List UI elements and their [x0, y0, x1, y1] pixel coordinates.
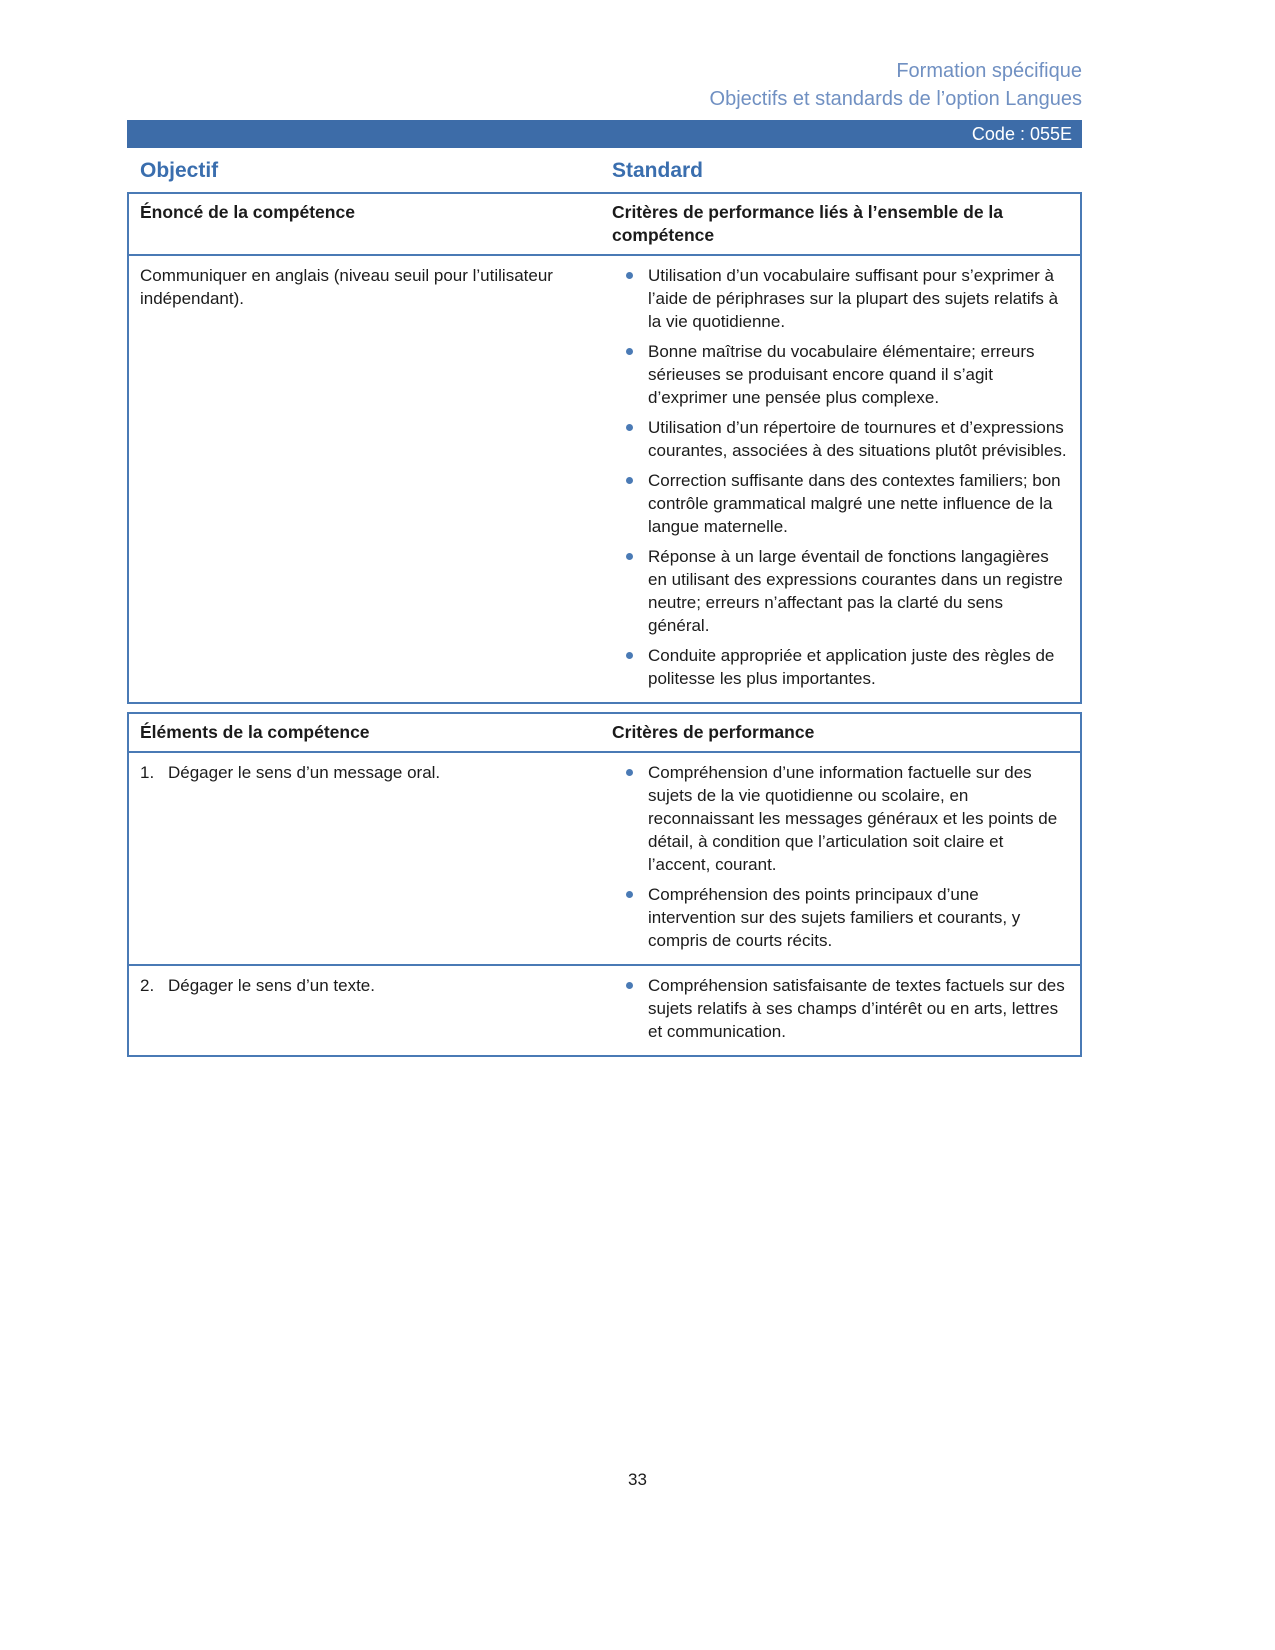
element-row-1 — [129, 751, 1080, 964]
bullet-icon — [612, 644, 648, 690]
item-text: Dégager le sens d’un texte. — [168, 976, 375, 995]
competence-statement: Communiquer en anglais (niveau seuil pour l’utilisateur indépendant). — [140, 266, 553, 308]
elements-table — [127, 712, 1082, 1057]
bullet-text: Compréhension d’une information factuelle sur des sujets de la vie quotidienne ou scolaire, en reconnaissant les messages généraux et les points de détail, à condition que l’articulation soit claire et l’accent, courant. — [648, 763, 1058, 874]
document-header — [127, 57, 1082, 113]
document-page — [127, 0, 1082, 1057]
list-item — [612, 974, 1068, 1043]
numbered-item — [140, 761, 572, 784]
header-line-1: Formation spécifique — [896, 60, 1082, 82]
bullet-text: Conduite appropriée et application juste des règles de politesse les plus importantes. — [648, 646, 1055, 688]
bullet-text: Utilisation d’un répertoire de tournures et d’expressions courantes, associées à des situations plutôt prévisibles. — [648, 418, 1067, 460]
numbered-item — [140, 974, 572, 997]
bullet-text: Utilisation d’un vocabulaire suffisant pour s’exprimer à l’aide de périphrases sur la plupart des sujets relatifs à la vie quotidienne. — [648, 266, 1059, 331]
competence-table — [127, 192, 1082, 704]
bullet-icon — [612, 545, 648, 637]
bullet-icon — [612, 974, 648, 1043]
elements-header: Éléments de la compétence — [140, 722, 370, 742]
list-item — [612, 469, 1068, 538]
item-number: 2. — [140, 976, 155, 995]
element-1-statement — [129, 753, 612, 964]
elements-table-header-row — [129, 714, 1080, 751]
bullet-icon — [612, 469, 648, 538]
element-1-criteria-list — [612, 753, 1080, 964]
list-item — [612, 883, 1068, 952]
list-item — [612, 545, 1068, 637]
bullet-text: Compréhension satisfaisante de textes factuels sur des sujets relatifs à ses champs d’intérêt ou en arts, lettres et communication. — [648, 976, 1065, 1041]
bullet-text: Correction suffisante dans des contextes familiers; bon contrôle grammatical malgré une nette influence de la langue maternelle. — [648, 471, 1061, 536]
competence-table-body-row — [129, 254, 1080, 702]
bullet-text: Réponse à un large éventail de fonctions langagières en utilisant des expressions courantes dans un registre neutre; erreurs n’affectant pas la clarté du sens général. — [648, 547, 1063, 635]
bullet-icon — [612, 761, 648, 876]
column-titles — [127, 159, 1082, 183]
bullet-icon — [612, 883, 648, 952]
bullet-text: Bonne maîtrise du vocabulaire élémentaire; erreurs sérieuses se produisant encore quand il s’agit d’exprimer une pensée plus complexe. — [648, 342, 1035, 407]
competence-criteria-list — [612, 256, 1080, 702]
page-number: 33 — [628, 1470, 647, 1489]
element-2-criteria-list — [612, 966, 1080, 1055]
enonce-header: Énoncé de la compétence — [140, 202, 355, 222]
criteres-performance-header: Critères de performance — [612, 722, 815, 742]
standard-column-title: Standard — [612, 159, 704, 182]
element-row-2 — [129, 964, 1080, 1055]
bullet-text: Compréhension des points principaux d’une intervention sur des sujets familiers et courants, y compris de courts récits. — [648, 885, 1021, 950]
item-text: Dégager le sens d’un message oral. — [168, 763, 441, 782]
list-item — [612, 644, 1068, 690]
code-label: Code : 055E — [971, 124, 1072, 144]
objectif-column-title: Objectif — [140, 159, 219, 182]
item-number: 1. — [140, 763, 155, 782]
bullet-icon — [612, 340, 648, 409]
header-line-2: Objectifs et standards de l’option Langues — [709, 88, 1082, 110]
list-item — [612, 340, 1068, 409]
bullet-icon — [612, 264, 648, 333]
element-2-statement — [129, 966, 612, 1055]
list-item — [612, 264, 1068, 333]
list-item — [612, 761, 1068, 876]
bullet-icon — [612, 416, 648, 462]
code-bar — [127, 120, 1082, 148]
list-item — [612, 416, 1068, 462]
criteres-ensemble-header: Critères de performance liés à l’ensemble de la compétence — [612, 202, 1004, 245]
competence-table-header-row — [129, 194, 1080, 254]
